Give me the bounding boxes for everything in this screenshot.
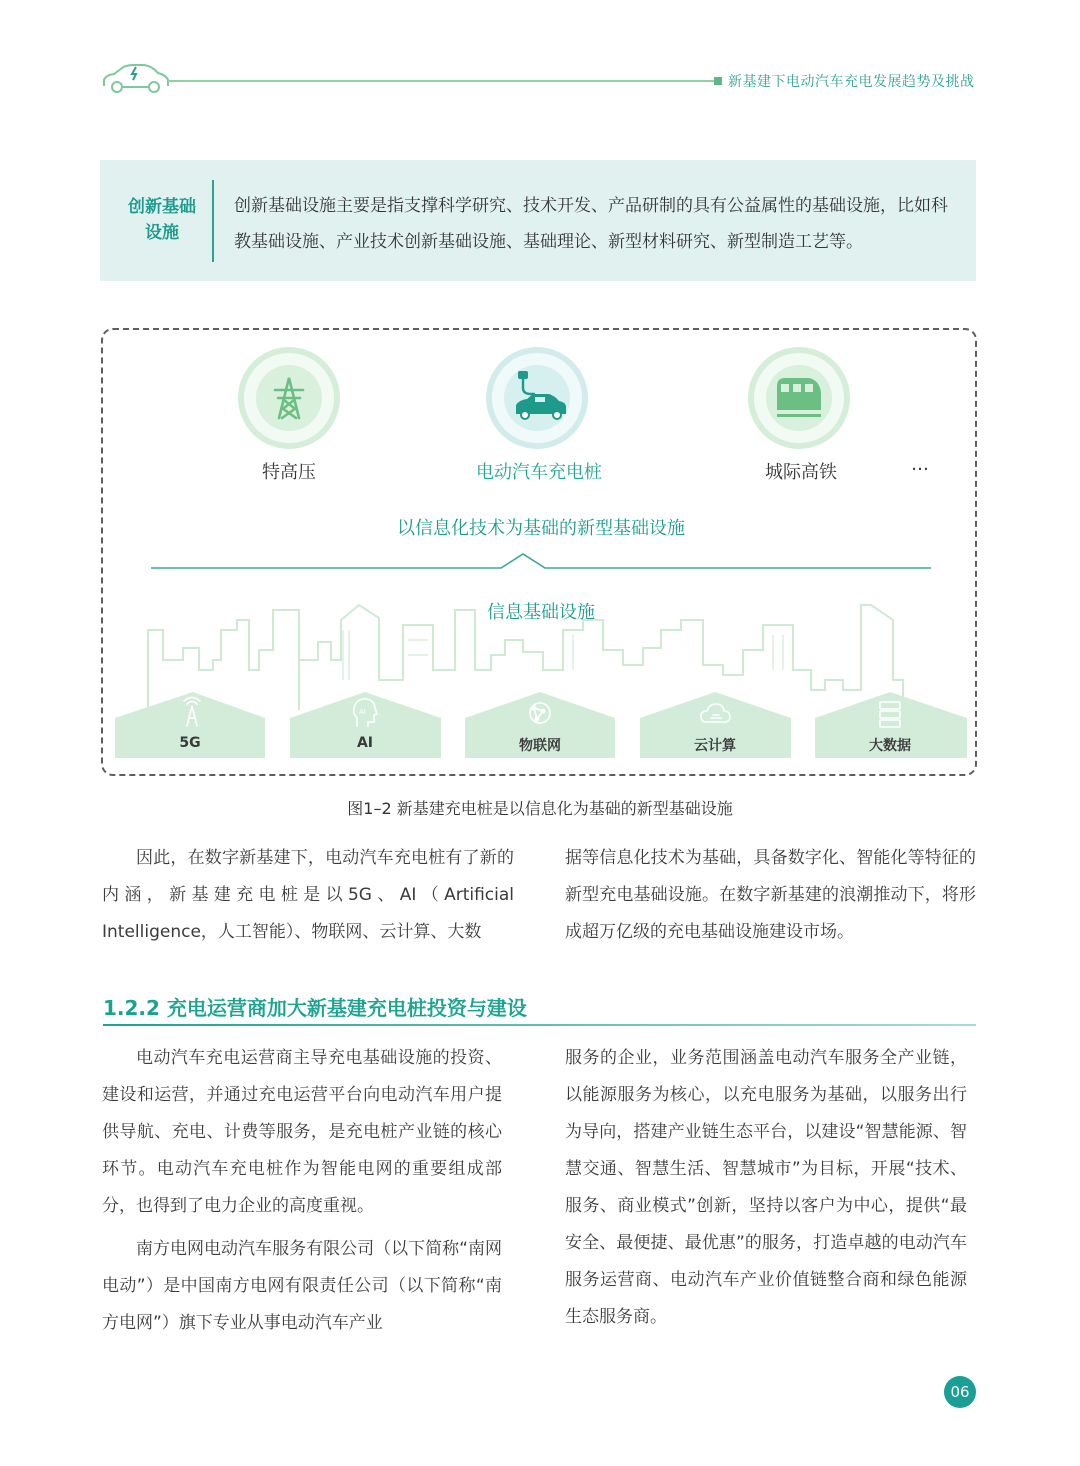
page-number: 06	[944, 1376, 976, 1408]
section-paragraph-1: 电动汽车充电运营商主导充电基础设施的投资、建设和运营，并通过充电运营平台向电动汽车用户提供导航、充电、计费等服务，是充电桩产业链的核心环节。电动汽车充电桩作为智能电网的重要组成部分，也得到了电力企业的高度重视。	[102, 1048, 502, 1216]
section-underline	[103, 1024, 976, 1026]
figure-graphics	[103, 330, 977, 776]
base-label-5g: 5G	[179, 735, 201, 751]
base-label-ai: AI	[356, 735, 374, 751]
more-ellipsis: …	[911, 454, 929, 475]
definition-box	[100, 160, 976, 281]
circle-uhv	[241, 350, 337, 446]
header-rule	[168, 80, 716, 82]
label-uhv: 特高压	[262, 462, 316, 483]
label-ev-charger: 电动汽车充电桩	[476, 462, 602, 483]
running-header-title: 新基建下电动汽车充电发展趋势及挑战	[728, 74, 975, 90]
new-infrastructure-heading: 以信息化技术为基础的新型基础设施	[397, 518, 685, 539]
figure-caption: 图1–2 新基建充电桩是以信息化为基础的新型基础设施	[347, 799, 733, 818]
definition-separator	[212, 180, 214, 262]
intro-paragraph-right: 据等信息化技术为基础，具备数字化、智能化等特征的新型充电基础设施。在数字新基建的浪潮推动下，将形成超万亿级的充电基础设施建设市场。	[565, 848, 976, 942]
base-label-cloud: 云计算	[694, 738, 736, 754]
layer-divider	[151, 554, 931, 568]
definition-term: 创新基础 设施	[128, 197, 196, 243]
intro-right-column	[565, 840, 976, 951]
intro-left-column	[102, 840, 514, 951]
circle-intercity-rail	[751, 350, 847, 446]
section-right-column	[565, 1040, 967, 1336]
section-paragraph-2: 南方电网电动汽车服务有限公司（以下简称“南网电动”）是中国南方电网有限责任公司（以下简称“南方电网”）旗下专业从事电动汽车产业	[102, 1239, 502, 1333]
section-title: 1.2.2 充电运营商加大新基建充电桩投资与建设	[103, 996, 527, 1020]
electric-car-icon	[100, 60, 170, 96]
definition-text: 创新基础设施主要是指支撑科学研究、技术开发、产品研制的具有公益属性的基础设施，比如科教基础设施、产业技术创新基础设施、基础理论、新型材料研究、新型制造工艺等。	[234, 196, 948, 252]
section-paragraph-right: 服务的企业，业务范围涵盖电动汽车服务全产业链，以能源服务为核心，以充电服务为基础，以服务出行为导向，搭建产业链生态平台，以建设“智慧能源、智慧交通、智慧生活、智慧城市”为目标，开展“技术、服务、商业模式”创新，坚持以客户为中心，提供“最安全、最便捷、最优惠”的服务，打造卓越的电动汽车服务运营商、电动汽车产业价值链整合商和绿色能源生态服务商。	[565, 1048, 967, 1327]
base-label-bigdata: 大数据	[869, 738, 911, 754]
svg-text:AI: AI	[359, 708, 366, 716]
label-intercity-rail: 城际高铁	[765, 462, 837, 483]
circle-ev-charger	[489, 350, 585, 446]
section-left-column	[102, 1040, 502, 1342]
base-label-iot: 物联网	[519, 738, 561, 754]
header-marker	[714, 77, 722, 85]
figure-infrastructure	[101, 328, 977, 776]
intro-paragraph-left: 因此，在数字新基建下，电动汽车充电桩有了新的内涵，新基建充电桩是以5G、AI（Artificial Intelligence，人工智能）、物联网、云计算、大数	[102, 848, 514, 942]
info-infrastructure-heading: 信息基础设施	[487, 602, 595, 623]
